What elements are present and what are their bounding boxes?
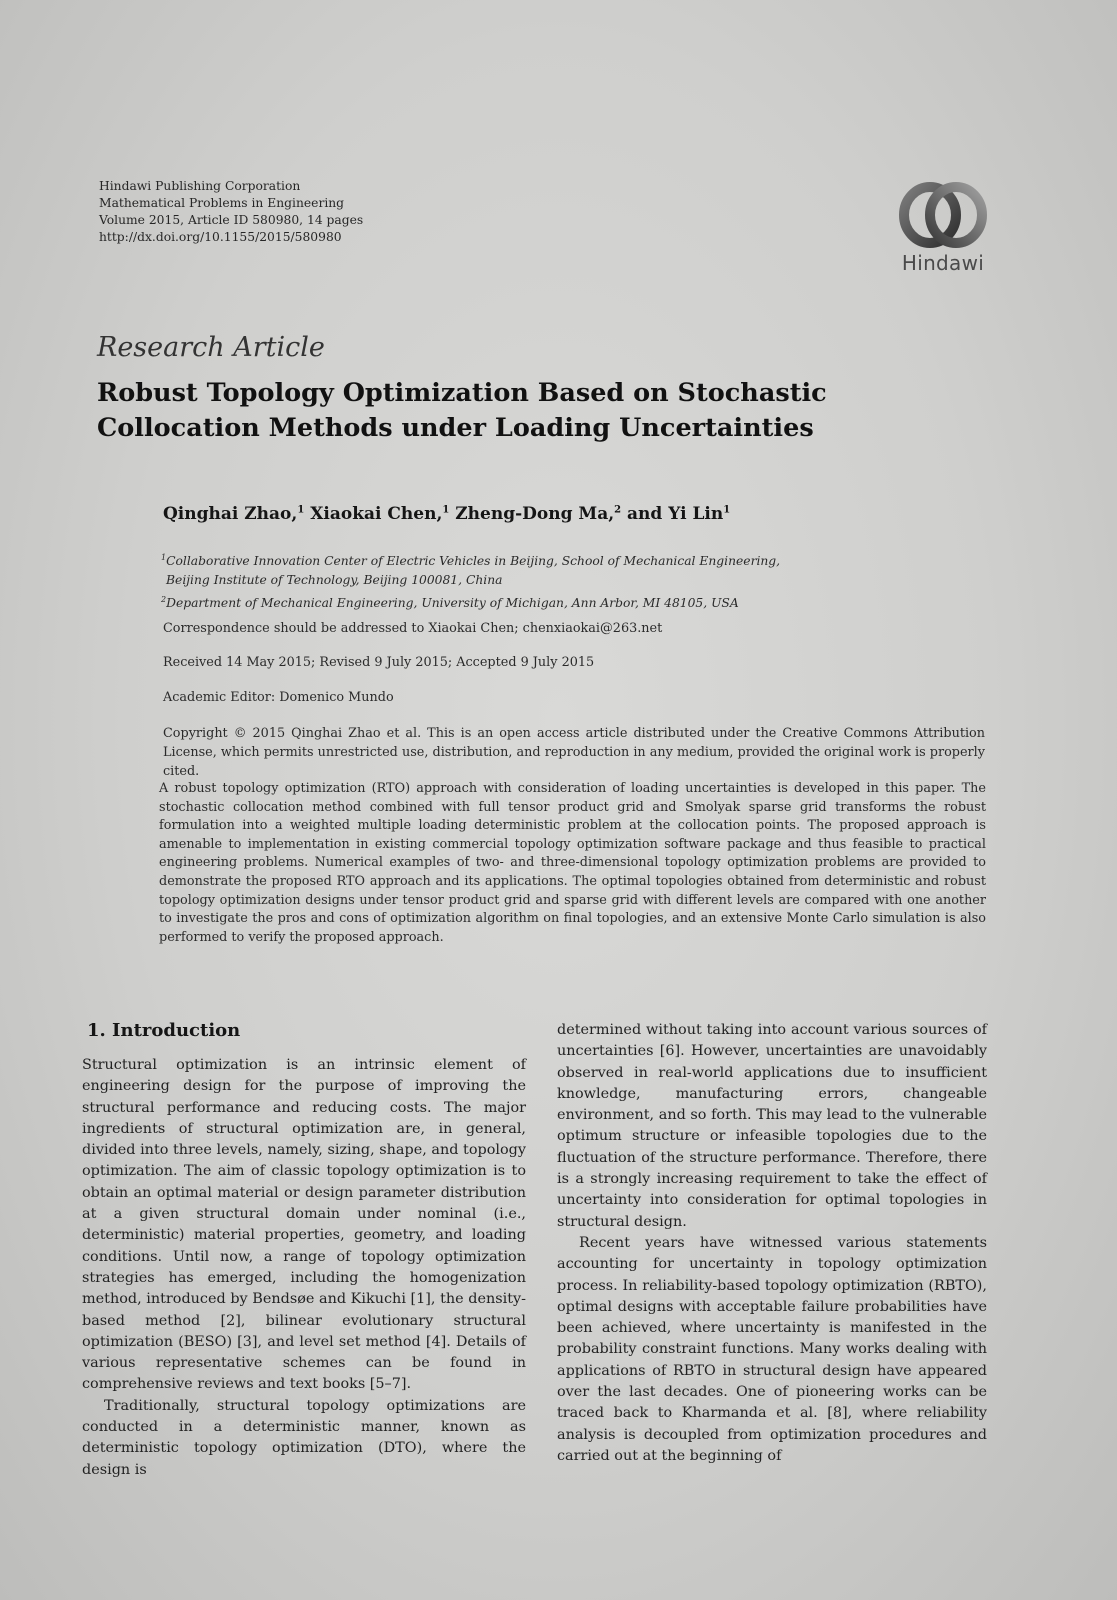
publication-dates: Received 14 May 2015; Revised 9 July 2015; Accepted 9 July 2015 — [163, 655, 595, 670]
affiliation-line: $^2$Department of Mechanical Engineering, University of Michigan, Ann Arbor, MI 48105, USA — [161, 595, 739, 611]
right-column — [557, 1020, 987, 1467]
article-title: Robust Topology Optimization Based on Stochastic Collocation Methods under Loading Uncertainties — [97, 378, 827, 443]
copyright-notice: Copyright © 2015 Qinghai Zhao et al. This is an open access article distributed under the Creative Commons Attribution License, which permits unrestricted use, distribution, and reproduction in any medium, provided the original work is properly cited. — [163, 726, 985, 779]
abstract: A robust topology optimization (RTO) approach with consideration of loading uncertainties is developed in this paper. The stochastic collocation method combined with full tensor product grid and Smolyak sparse grid transforms the robust formulation into a weighted multiple loading deterministic problem at the collocation points. The proposed approach is amenable to implementation in existing commercial topology optimization software package and thus feasible to practical engineering problems. Numerical examples of two- and three-dimensional topology optimization problems are provided to demonstrate the proposed RTO approach and its applications. The optimal topologies obtained from deterministic and robust topology optimization designs under tensor product grid and sparse grid with different levels are compared with one another to investigate the pros and cons of optimization algorithm on final topologies, and an extensive Monte Carlo simulation is also performed to verify the proposed approach. — [159, 781, 986, 945]
paragraph: Structural optimization is an intrinsic element of engineering design for the purpose of improving the structural performance and reducing costs. The major ingredients of structural optimization are, in general, divided into three levels, namely, sizing, shape, and topology optimization. The aim of classic topology optimization is to obtain an optimal material or design parameter distribution at a given structural domain under nominal (i.e., deterministic) material properties, geometry, and loading conditions. Until now, a range of topology optimization strategies has emerged, including the homogenization method, introduced by Bendsøe and Kikuchi [1], the density-based method [2], bilinear evolutionary structural optimization (BESO) [3], and level set method [4]. Details of various representative schemes can be found in comprehensive reviews and text books [5–7]. — [82, 1057, 526, 1393]
author: and Yi Lin$^1$ — [627, 504, 731, 524]
hindawi-logo-icon — [895, 180, 991, 250]
logo-wordmark: Hindawi — [901, 251, 985, 275]
author: Zheng-Dong Ma,$^2$ — [455, 504, 622, 524]
left-column — [82, 1055, 526, 1481]
hindawi-logo — [895, 180, 991, 275]
author: Qinghai Zhao,$^1$ — [163, 504, 305, 524]
journal-info — [99, 178, 363, 246]
paragraph: Recent years have witnessed various statements accounting for uncertainty in topology optimization process. In reliability-based topology optimization (RBTO), optimal designs with acceptable failure probabilities have been achieved, where uncertainty is manifested in the probability constraint functions. Many works dealing with applications of RBTO in structural design have appeared over the last decades. One of pioneering works can be traced back to Kharmanda et al. [8], where reliability analysis is decoupled from optimization procedures and carried out at the beginning of — [557, 1234, 987, 1464]
correspondence: Correspondence should be addressed to Xiaokai Chen; chenxiaokai@263.net — [163, 621, 663, 636]
section-heading: 1. Introduction — [87, 1020, 241, 1041]
journal-doi[interactable]: http://dx.doi.org/10.1155/2015/580980 — [99, 230, 342, 244]
author: Xiaokai Chen,$^1$ — [310, 504, 450, 524]
article-type: Research Article — [97, 332, 325, 363]
academic-editor: Academic Editor: Domenico Mundo — [163, 690, 394, 705]
affiliations — [161, 548, 780, 613]
affiliation-line: Beijing Institute of Technology, Beijing 100081, China — [166, 573, 503, 588]
author-list — [163, 504, 730, 524]
journal-name: Mathematical Problems in Engineering — [99, 196, 345, 210]
journal-publisher: Hindawi Publishing Corporation — [99, 179, 301, 193]
journal-volume: Volume 2015, Article ID 580980, 14 pages — [99, 213, 364, 227]
paragraph: Traditionally, structural topology optimizations are conducted in a deterministic manner, known as deterministic topology optimization (DTO), where the design is — [82, 1397, 526, 1478]
paragraph: determined without taking into account various sources of uncertainties [6]. However, uncertainties are unavoidably observed in real-world applications due to insufficient knowledge, manufacturing errors, changeable environment, and so forth. This may lead to the vulnerable optimum structure or infeasible topologies due to the fluctuation of the structure performance. Therefore, there is a strongly increasing requirement to take the effect of uncertainty into consideration for optimal topologies in structural design. — [557, 1022, 987, 1230]
affiliation-line: $^1$Collaborative Innovation Center of Electric Vehicles in Beijing, School of Mechanical Engineering, — [161, 553, 781, 569]
